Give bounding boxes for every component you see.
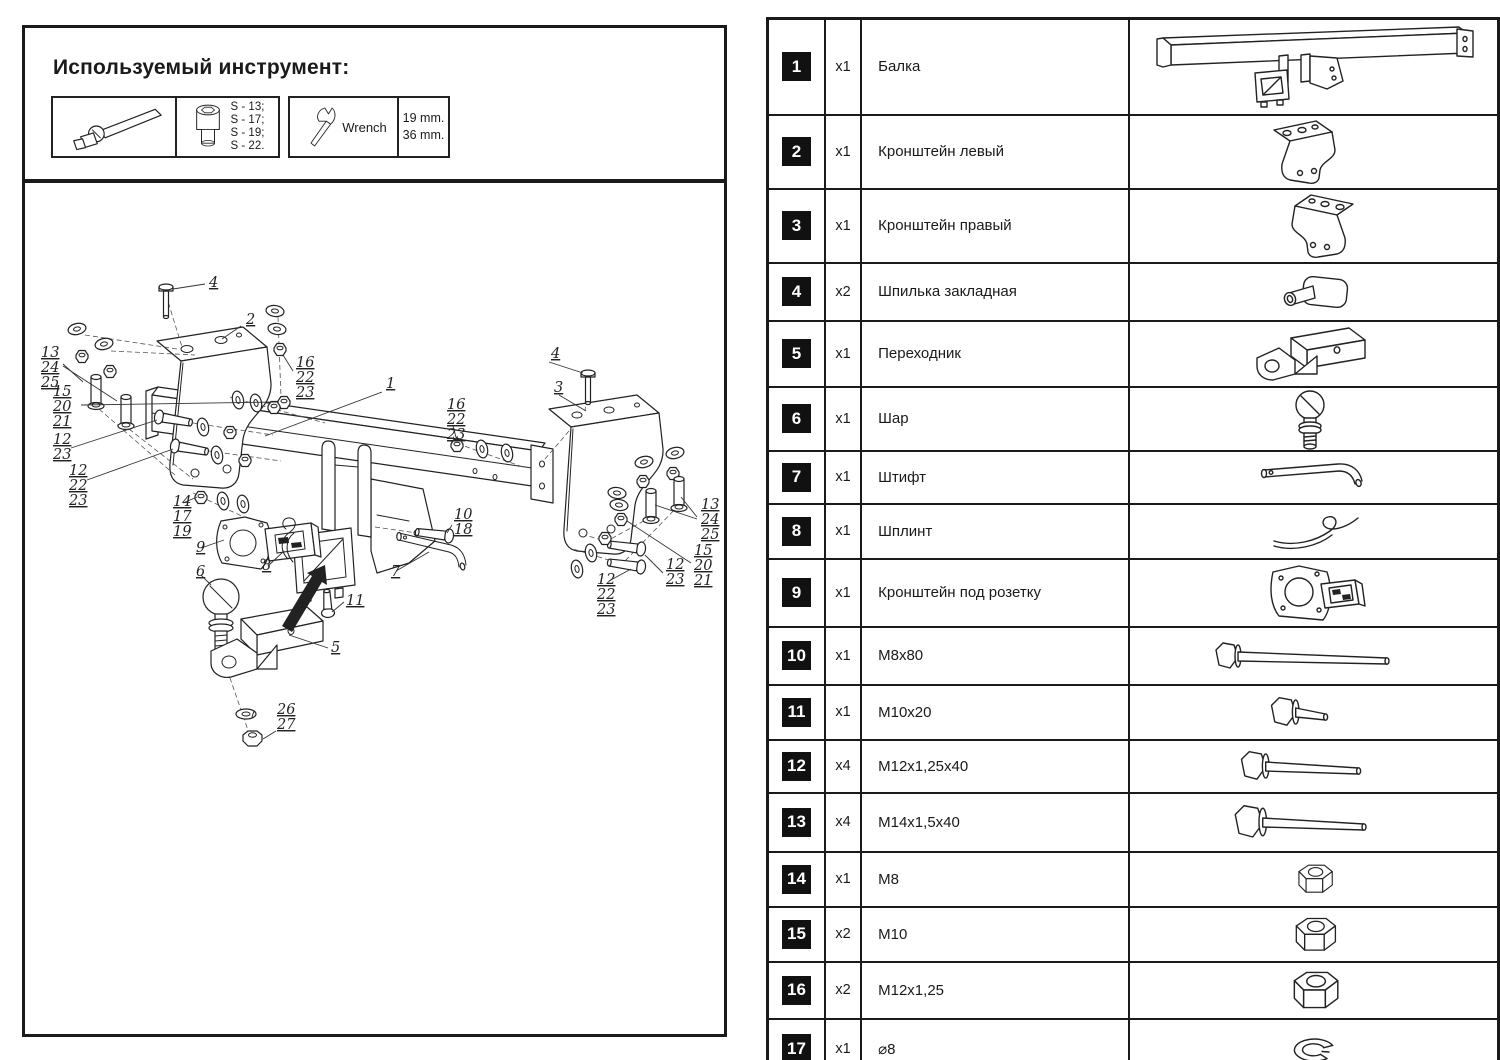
parts-table-row	[768, 504, 1499, 559]
parts-table-row	[768, 189, 1499, 263]
part-number-cell	[768, 1019, 825, 1060]
part-qty-cell: x1	[825, 685, 861, 740]
diagram-callout: 23	[447, 427, 466, 443]
part-qty-cell: x1	[825, 115, 861, 189]
diagram-callout: 13	[701, 497, 720, 513]
part-number-badge: 12	[782, 752, 811, 781]
part-name-cell: M12x1,25x40	[861, 740, 1129, 793]
diagram-callout: 27	[277, 717, 296, 733]
part-qty-cell: x2	[825, 263, 861, 321]
diagram-callout: 12	[666, 557, 685, 573]
diagram-callout: 5	[331, 640, 341, 656]
part-name-cell: Шплинт	[861, 504, 1129, 559]
right-bracket-part	[549, 395, 663, 554]
part-qty-cell: x1	[825, 451, 861, 504]
diagram-callout: 25	[701, 527, 720, 543]
cotter-icon	[1129, 504, 1498, 559]
wrench-label: Wrench	[342, 119, 387, 135]
part-name-cell: M10x20	[861, 685, 1129, 740]
parts-table-row	[768, 19, 1499, 115]
part-number-badge: 4	[782, 277, 811, 306]
part-number-badge: 9	[782, 578, 811, 607]
part-qty-cell: x1	[825, 559, 861, 627]
part-qty-cell: x1	[825, 19, 861, 115]
tool-box-socket-set	[51, 96, 280, 158]
diagram-callout: 23	[296, 385, 315, 401]
part-qty-cell: x1	[825, 1019, 861, 1060]
part-number-cell	[768, 962, 825, 1019]
bolt-m14-icon	[1129, 793, 1498, 852]
wrench-sizes-cell	[397, 98, 448, 156]
parts-table-row	[768, 685, 1499, 740]
diagram-callout: 1	[386, 376, 396, 392]
bracket-right-icon	[1129, 189, 1498, 263]
part-number-badge: 17	[782, 1034, 811, 1060]
diagram-callout: 12	[69, 463, 88, 479]
part-number-badge: 13	[782, 808, 811, 837]
parts-table-row	[768, 740, 1499, 793]
part-qty-cell: x1	[825, 504, 861, 559]
parts-table	[766, 17, 1500, 1060]
part-number-cell	[768, 559, 825, 627]
diagram-callout: 15	[53, 384, 72, 400]
diagram-callout: 11	[346, 593, 365, 609]
part-qty-cell: x2	[825, 907, 861, 962]
wrench-icon	[300, 103, 338, 151]
diagram-callout: 23	[53, 447, 72, 463]
diagram-callout: 12	[53, 432, 72, 448]
part-number-cell	[768, 504, 825, 559]
diagram-callout: 26	[277, 702, 296, 718]
wrench-cell	[290, 98, 397, 156]
part-qty-cell: x1	[825, 321, 861, 387]
part-name-cell: M14x1,5x40	[861, 793, 1129, 852]
diagram-callout: 4	[551, 346, 561, 362]
wrench-sizes-list	[403, 110, 445, 144]
part-name-cell: M12x1,25	[861, 962, 1129, 1019]
diagram-callout: 21	[694, 573, 713, 589]
part-number-badge: 16	[782, 976, 811, 1005]
tools-section	[25, 28, 724, 183]
bolt-short-icon	[1129, 685, 1498, 740]
diagram-callout: 8	[262, 558, 272, 574]
parts-table-row	[768, 1019, 1499, 1060]
part-number-badge: 10	[782, 641, 811, 670]
part-number-badge: 14	[782, 865, 811, 894]
part-number-badge: 1	[782, 52, 811, 81]
pin-icon	[1129, 451, 1498, 504]
diagram-callout: 16	[447, 397, 466, 413]
diagram-callout: 9	[196, 540, 206, 556]
part-number-cell	[768, 387, 825, 451]
diagram-callout: 16	[296, 355, 315, 371]
part-number-badge: 2	[782, 137, 811, 166]
adapter-part	[211, 607, 323, 677]
socket-size: S - 17;	[230, 114, 265, 126]
part-name-cell: Шар	[861, 387, 1129, 451]
nut-m12-icon	[1129, 962, 1498, 1019]
parts-table-row	[768, 321, 1499, 387]
diagram-callout: 21	[53, 414, 72, 430]
diagram-callout: 22	[296, 370, 315, 386]
part-name-cell: M8	[861, 852, 1129, 907]
part-number-cell	[768, 451, 825, 504]
part-number-cell	[768, 189, 825, 263]
wrench-size: 36 mm.	[402, 128, 445, 142]
diagram-callout: 20	[53, 399, 72, 415]
part-name-cell: Переходник	[861, 321, 1129, 387]
socket-size: S - 13;	[230, 101, 265, 113]
part-qty-cell: x1	[825, 852, 861, 907]
part-number-badge: 6	[782, 404, 811, 433]
part-name-cell: M10	[861, 907, 1129, 962]
part-number-badge: 11	[782, 698, 811, 727]
diagram-callout: 10	[454, 507, 473, 523]
part-name-cell: Кронштейн под розетку	[861, 559, 1129, 627]
ball-icon	[1129, 387, 1498, 451]
part-number-cell	[768, 907, 825, 962]
diagram-callout: 14	[173, 494, 192, 510]
diagram-callout: 3	[554, 380, 564, 396]
part-number-cell	[768, 321, 825, 387]
spring-washer-icon	[1129, 1019, 1498, 1060]
part-name-cell: Шпилька закладная	[861, 263, 1129, 321]
bracket-left-icon	[1129, 115, 1498, 189]
diagram-callout: 7	[391, 564, 401, 580]
parts-table-row	[768, 559, 1499, 627]
part-name-cell: M8x80	[861, 627, 1129, 685]
parts-table-row	[768, 115, 1499, 189]
part-number-badge: 7	[782, 463, 811, 492]
part-name-cell: ⌀8	[861, 1019, 1129, 1060]
adapter-icon	[1129, 321, 1498, 387]
diagram-callout: 24	[701, 512, 720, 528]
parts-table-row	[768, 793, 1499, 852]
socket-size: S - 22.	[230, 140, 265, 152]
part-number-cell	[768, 627, 825, 685]
parts-table-row	[768, 263, 1499, 321]
part-qty-cell: x4	[825, 740, 861, 793]
bolt-m12-icon	[1129, 740, 1498, 793]
diagram-callout: 18	[454, 522, 473, 538]
diagram-callout: 22	[447, 412, 466, 428]
diagram-callout: 20	[694, 558, 713, 574]
stud-icon	[1129, 263, 1498, 321]
washer-nut-stack	[236, 709, 262, 746]
socket-bracket-icon	[1129, 559, 1498, 627]
part-name-cell: Балка	[861, 19, 1129, 115]
part-name-cell: Штифт	[861, 451, 1129, 504]
diagram-callout: 15	[694, 543, 713, 559]
part-number-cell	[768, 852, 825, 907]
part-qty-cell: x1	[825, 387, 861, 451]
part-number-badge: 8	[782, 517, 811, 546]
socket-sizes-list	[231, 101, 265, 153]
exploded-diagram-svg	[25, 183, 724, 1030]
part-qty-cell: x1	[825, 189, 861, 263]
part-number-cell	[768, 19, 825, 115]
diagram-callout: 22	[597, 587, 616, 603]
part-name-cell: Кронштейн левый	[861, 115, 1129, 189]
ratchet-icon	[53, 98, 175, 156]
diagram-callout: 17	[173, 509, 192, 525]
diagram-callout: 25	[41, 375, 60, 391]
parts-table-row	[768, 627, 1499, 685]
socket-icon	[191, 101, 225, 153]
part-number-cell	[768, 740, 825, 793]
diagram-callout: 12	[597, 572, 616, 588]
tool-box-wrench	[288, 96, 450, 158]
part-qty-cell: x4	[825, 793, 861, 852]
part-name-cell: Кронштейн правый	[861, 189, 1129, 263]
diagram-callout: 13	[41, 345, 60, 361]
part-number-badge: 15	[782, 920, 811, 949]
nut-m10-icon	[1129, 907, 1498, 962]
socket-tool-cell	[175, 98, 278, 156]
diagram-callout: 23	[597, 602, 616, 618]
parts-table-row	[768, 907, 1499, 962]
diagram-callout: 23	[666, 572, 685, 588]
part-qty-cell: x2	[825, 962, 861, 1019]
diagram-callout: 4	[209, 275, 219, 291]
beam-icon	[1129, 19, 1498, 115]
bolt-long-icon	[1129, 627, 1498, 685]
wrench-size: 19 mm.	[402, 111, 445, 125]
part-number-cell	[768, 793, 825, 852]
diagram-callout: 6	[196, 564, 206, 580]
tools-title: Используемый инструмент:	[53, 56, 350, 79]
part-number-cell	[768, 115, 825, 189]
part-number-cell	[768, 263, 825, 321]
left-panel	[22, 25, 727, 1037]
parts-table-row	[768, 451, 1499, 504]
parts-table-row	[768, 387, 1499, 451]
diagram-callout: 19	[173, 524, 192, 540]
diagram-callout: 23	[69, 493, 88, 509]
part-number-cell	[768, 685, 825, 740]
diagram-callout: 22	[69, 478, 88, 494]
part-number-badge: 3	[782, 211, 811, 240]
socket-size: S - 19;	[230, 127, 265, 139]
part-number-badge: 5	[782, 339, 811, 368]
parts-table-row	[768, 962, 1499, 1019]
part-qty-cell: x1	[825, 627, 861, 685]
diagram-callout: 2	[246, 312, 256, 328]
diagram-callout: 24	[41, 360, 60, 376]
exploded-diagram	[25, 183, 724, 1030]
nut-m8-icon	[1129, 852, 1498, 907]
parts-table-row	[768, 852, 1499, 907]
